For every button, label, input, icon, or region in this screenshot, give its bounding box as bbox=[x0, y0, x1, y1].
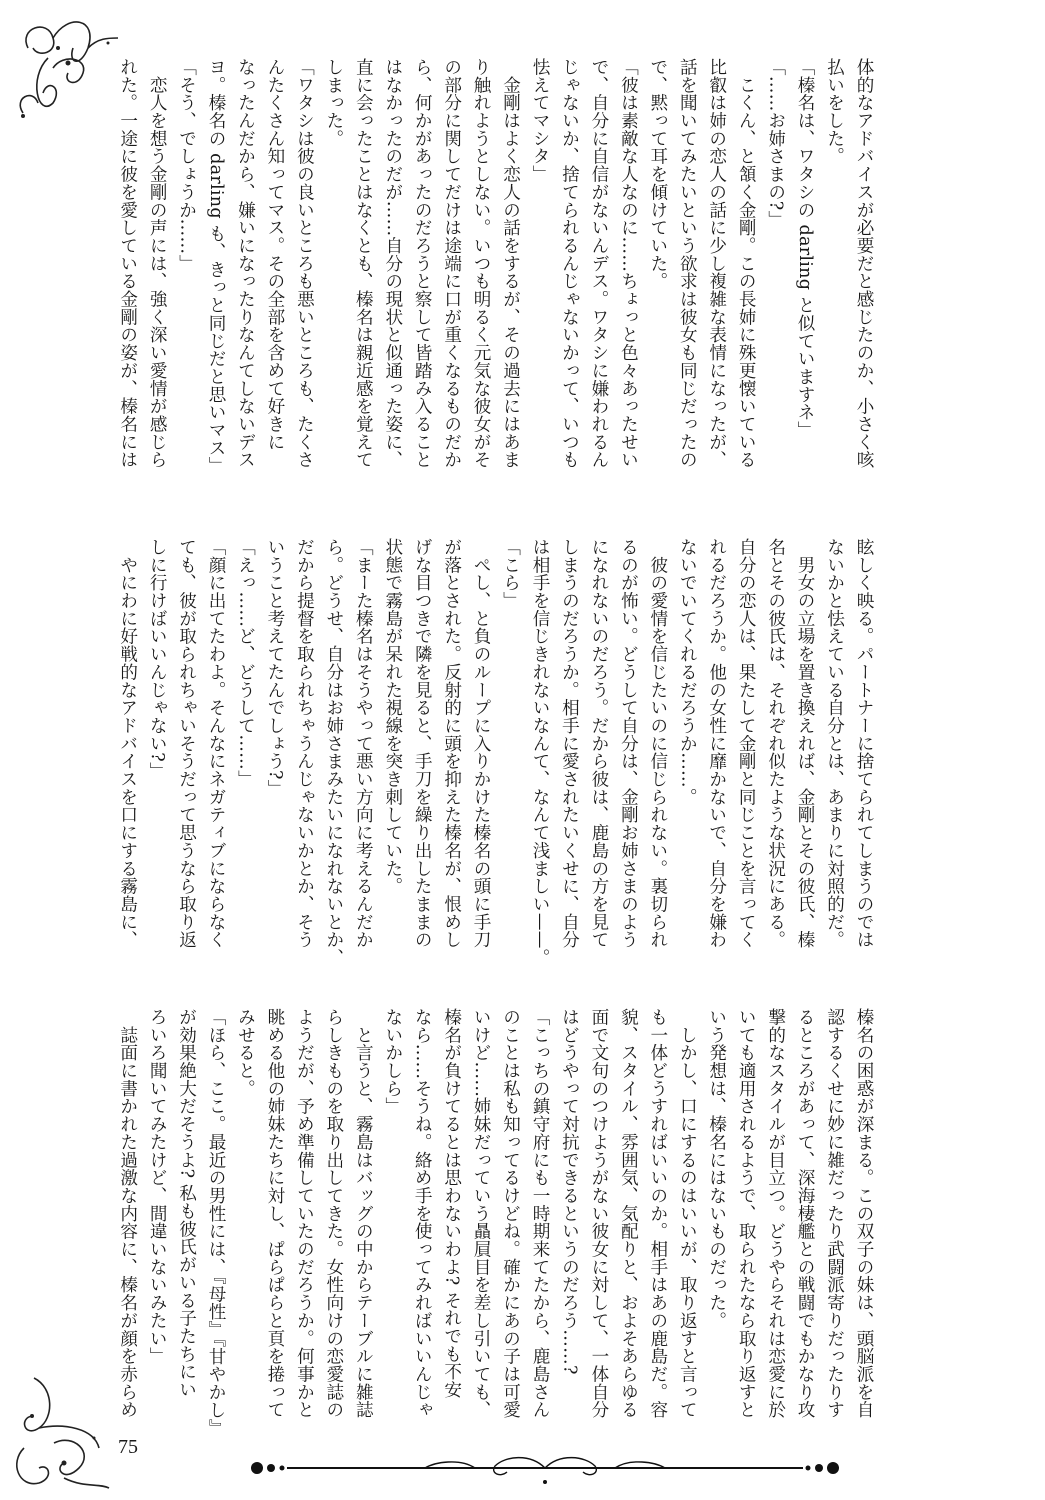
text-column: ないかしら」 bbox=[382, 1008, 403, 1116]
text-column: ようだが、予め準備していたのだろうか。何事かと bbox=[294, 1008, 315, 1419]
text-column: で、黙って耳を傾けていた。 bbox=[647, 58, 668, 291]
bottom-divider-ornament bbox=[245, 1448, 845, 1488]
text-column: ら。どうせ、自分はお姉さまみたいになれないとか、 bbox=[323, 538, 344, 967]
text-column: も一体どうすればいいのか。相手はあの鹿島だ。容 bbox=[647, 1008, 668, 1419]
text-column: のことは私も知ってるけどね。確かにあの子は可愛 bbox=[500, 1008, 521, 1419]
text-column: 男女の立場を置き換えれば、金剛とその彼氏、榛 bbox=[795, 538, 816, 949]
text-column: なったんだから、嫌いになったりなんてしないデス bbox=[235, 58, 256, 469]
text-column: しまった。 bbox=[323, 58, 344, 148]
text-column: ても、彼が取られちゃいそうだって思うなら取り返 bbox=[176, 538, 197, 949]
text-column: だから提督を取られちゃうんじゃないかとか、そう bbox=[294, 538, 315, 949]
text-column: 誌面に書かれた過激な内容に、榛名が顔を赤らめ bbox=[117, 1008, 138, 1419]
text-column: 「顔に出てたわよ。そんなにネガティブにならなく bbox=[206, 538, 227, 949]
text-column: れた。一途に彼を愛している金剛の姿が、榛名には bbox=[117, 58, 138, 469]
text-column: いても適用されるようで、取られたなら取り返すと bbox=[736, 1008, 757, 1419]
text-column: 認するくせに妙に雑だったり武闘派寄りだったりす bbox=[824, 1008, 845, 1419]
text-block-bottom bbox=[112, 1008, 878, 1437]
text-column: 榛名が負けてるとは思わないわよ? それでも不安 bbox=[441, 1008, 462, 1399]
text-column: 恋人を想う金剛の声には、強く深い愛情が感じら bbox=[147, 58, 168, 469]
text-column: げな目つきで隣を見ると、手刀を繰り出したままの bbox=[412, 538, 433, 949]
text-column: れるだろうか。他の女性に靡かないで、自分を嫌わ bbox=[706, 538, 727, 949]
text-column: 「こら」 bbox=[500, 538, 521, 610]
text-column: ないでいてくれるだろうか……。 bbox=[677, 538, 698, 806]
text-column: 榛名の困惑が深まる。この双子の妹は、頭脳派を自 bbox=[854, 1008, 874, 1419]
text-column: 撃的なスタイルが目立つ。どうやらそれは恋愛に於 bbox=[765, 1008, 786, 1419]
text-column: いけど……姉妹だっていう贔屓目を差し引いても、 bbox=[471, 1008, 492, 1419]
text-column: はなかったのだが……自分の現状と似通った姿に、 bbox=[382, 58, 403, 469]
text-column: 眩しく映る。パートナーに捨てられてしまうのでは bbox=[854, 538, 874, 949]
text-column: こくん、と頷く金剛。この長姉に殊更懐いている bbox=[736, 58, 757, 469]
text-column: ろいろ聞いてみたけど、間違いないみたい」 bbox=[147, 1008, 168, 1365]
text-column: と言うと、霧島はバッグの中からテーブルに雑誌 bbox=[353, 1008, 374, 1419]
text-column: いうこと考えてたんでしょう?」 bbox=[264, 538, 285, 798]
text-column: はどうやって対抗できるというのだろう……? bbox=[559, 1008, 580, 1375]
text-column: り触れようとしない。いつも明るく元気な彼女がそ bbox=[471, 58, 492, 469]
text-column: しまうのだろうか。相手に愛されたいくせに、自分 bbox=[559, 538, 580, 949]
text-column: ないかと怯えている自分とは、あまりに対照的だ。 bbox=[824, 538, 845, 949]
text-column: なら……そうね。絡め手を使ってみればいいんじゃ bbox=[412, 1008, 433, 1419]
text-column: 名とその彼氏は、それぞれ似たような状況にある。 bbox=[765, 538, 786, 949]
text-column: 「まーた榛名はそうやって悪い方向に考えるんだか bbox=[353, 538, 374, 949]
text-column: 「彼は素敵な人なのに……ちょっと色々あったせい bbox=[618, 58, 639, 469]
text-column: 面で文句のつけようがない彼女に対して、一体自分 bbox=[588, 1008, 609, 1419]
text-column: しかし、口にするのはいいが、取り返すと言って bbox=[677, 1008, 698, 1419]
text-column: じゃないか、捨てられるんじゃないかって、いつも bbox=[559, 58, 580, 469]
text-column: の部分に関してだけは途端に口が重くなるものだか bbox=[441, 58, 462, 469]
text-column: 払いをした。 bbox=[824, 58, 845, 166]
text-column: が落とされた。反射的に頭を抑えた榛名が、恨めし bbox=[441, 538, 462, 949]
text-column: みせると。 bbox=[235, 1008, 256, 1098]
text-column: 「榛名は、ワタシの darling と似ていますネ」 bbox=[795, 58, 816, 439]
text-column: 体的なアドバイスが必要だと感じたのか、小さく咳 bbox=[854, 58, 874, 469]
text-column: 「えっ……ど、どうして……」 bbox=[235, 538, 256, 788]
text-block-middle bbox=[112, 538, 878, 967]
text-column: ら、何かがあったのだろうと察して皆踏み入ること bbox=[412, 58, 433, 469]
text-column: ヨ。榛名の darling も、きっと同じだと思いマス」 bbox=[206, 58, 227, 475]
text-column: 「……お姉さまの?」 bbox=[765, 58, 786, 229]
text-column: いう発想は、榛名にはないものだった。 bbox=[706, 1008, 727, 1330]
corner-ornament-top-left bbox=[8, 8, 128, 138]
text-column: 金剛はよく恋人の話をするが、その過去にはあま bbox=[500, 58, 521, 469]
text-column: 眺める他の姉妹たちに対し、ぱらぱらと頁を捲って bbox=[264, 1008, 285, 1419]
text-column: 貌、スタイル、雰囲気、気配りと、およそあらゆる bbox=[618, 1008, 639, 1419]
text-column: 比叡は姉の恋人の話に少し複雑な表情になったが、 bbox=[706, 58, 727, 469]
text-column: 彼の愛情を信じたいのに信じられない。裏切られ bbox=[647, 538, 668, 949]
text-column: しに行けばいいんじゃない?」 bbox=[147, 538, 168, 780]
text-column: が効果絶大だそうよ? 私も彼氏がいる子たちにい bbox=[176, 1008, 197, 1399]
text-column: ぺし、と負のループに入りかけた榛名の頭に手刀 bbox=[471, 538, 492, 949]
text-column: 「ワタシは彼の良いところも悪いところも、たくさ bbox=[294, 58, 315, 469]
corner-ornament-bottom-left bbox=[4, 1368, 114, 1498]
text-column: 「こっちの鎮守府にも一時期来てたから、鹿島さん bbox=[530, 1008, 551, 1419]
text-column: 「ほら、ここ。最近の男性には、『母性』『甘やかし』 bbox=[206, 1008, 227, 1437]
text-column: 怯えてマシタ」 bbox=[530, 58, 551, 183]
text-block-top bbox=[112, 58, 878, 483]
text-column: らしきものを取り出してきた。女性向けの恋愛誌の bbox=[323, 1008, 344, 1419]
text-column: は相手を信じきれないなんて、なんて浅ましい——。 bbox=[530, 538, 551, 967]
text-column: 状態で霧島が呆れた視線を突き刺していた。 bbox=[382, 538, 403, 895]
text-column: 「そう、でしょうか……」 bbox=[176, 58, 197, 273]
text-column: になれないのだろう。だから彼は、鹿島の方を見て bbox=[588, 538, 609, 949]
page-number: 75 bbox=[118, 1436, 138, 1458]
text-column: 自分の恋人は、果たして金剛と同じことを言ってく bbox=[736, 538, 757, 949]
text-column: るところがあって、深海棲艦との戦闘でもかなり攻 bbox=[795, 1008, 816, 1419]
text-column: 直に会ったことはなくとも、榛名は親近感を覚えて bbox=[353, 58, 374, 469]
text-column: やにわに好戦的なアドバイスを口にする霧島に、 bbox=[117, 538, 138, 949]
text-column: んたくさん知ってマス。その全部を含めて好きに bbox=[264, 58, 285, 451]
text-column: 話を聞いてみたいという欲求は彼女も同じだったの bbox=[677, 58, 698, 469]
text-column: で、自分に自信がないんデス。ワタシに嫌われるん bbox=[588, 58, 609, 469]
text-column: るのが怖い。どうして自分は、金剛お姉さまのよう bbox=[618, 538, 639, 949]
